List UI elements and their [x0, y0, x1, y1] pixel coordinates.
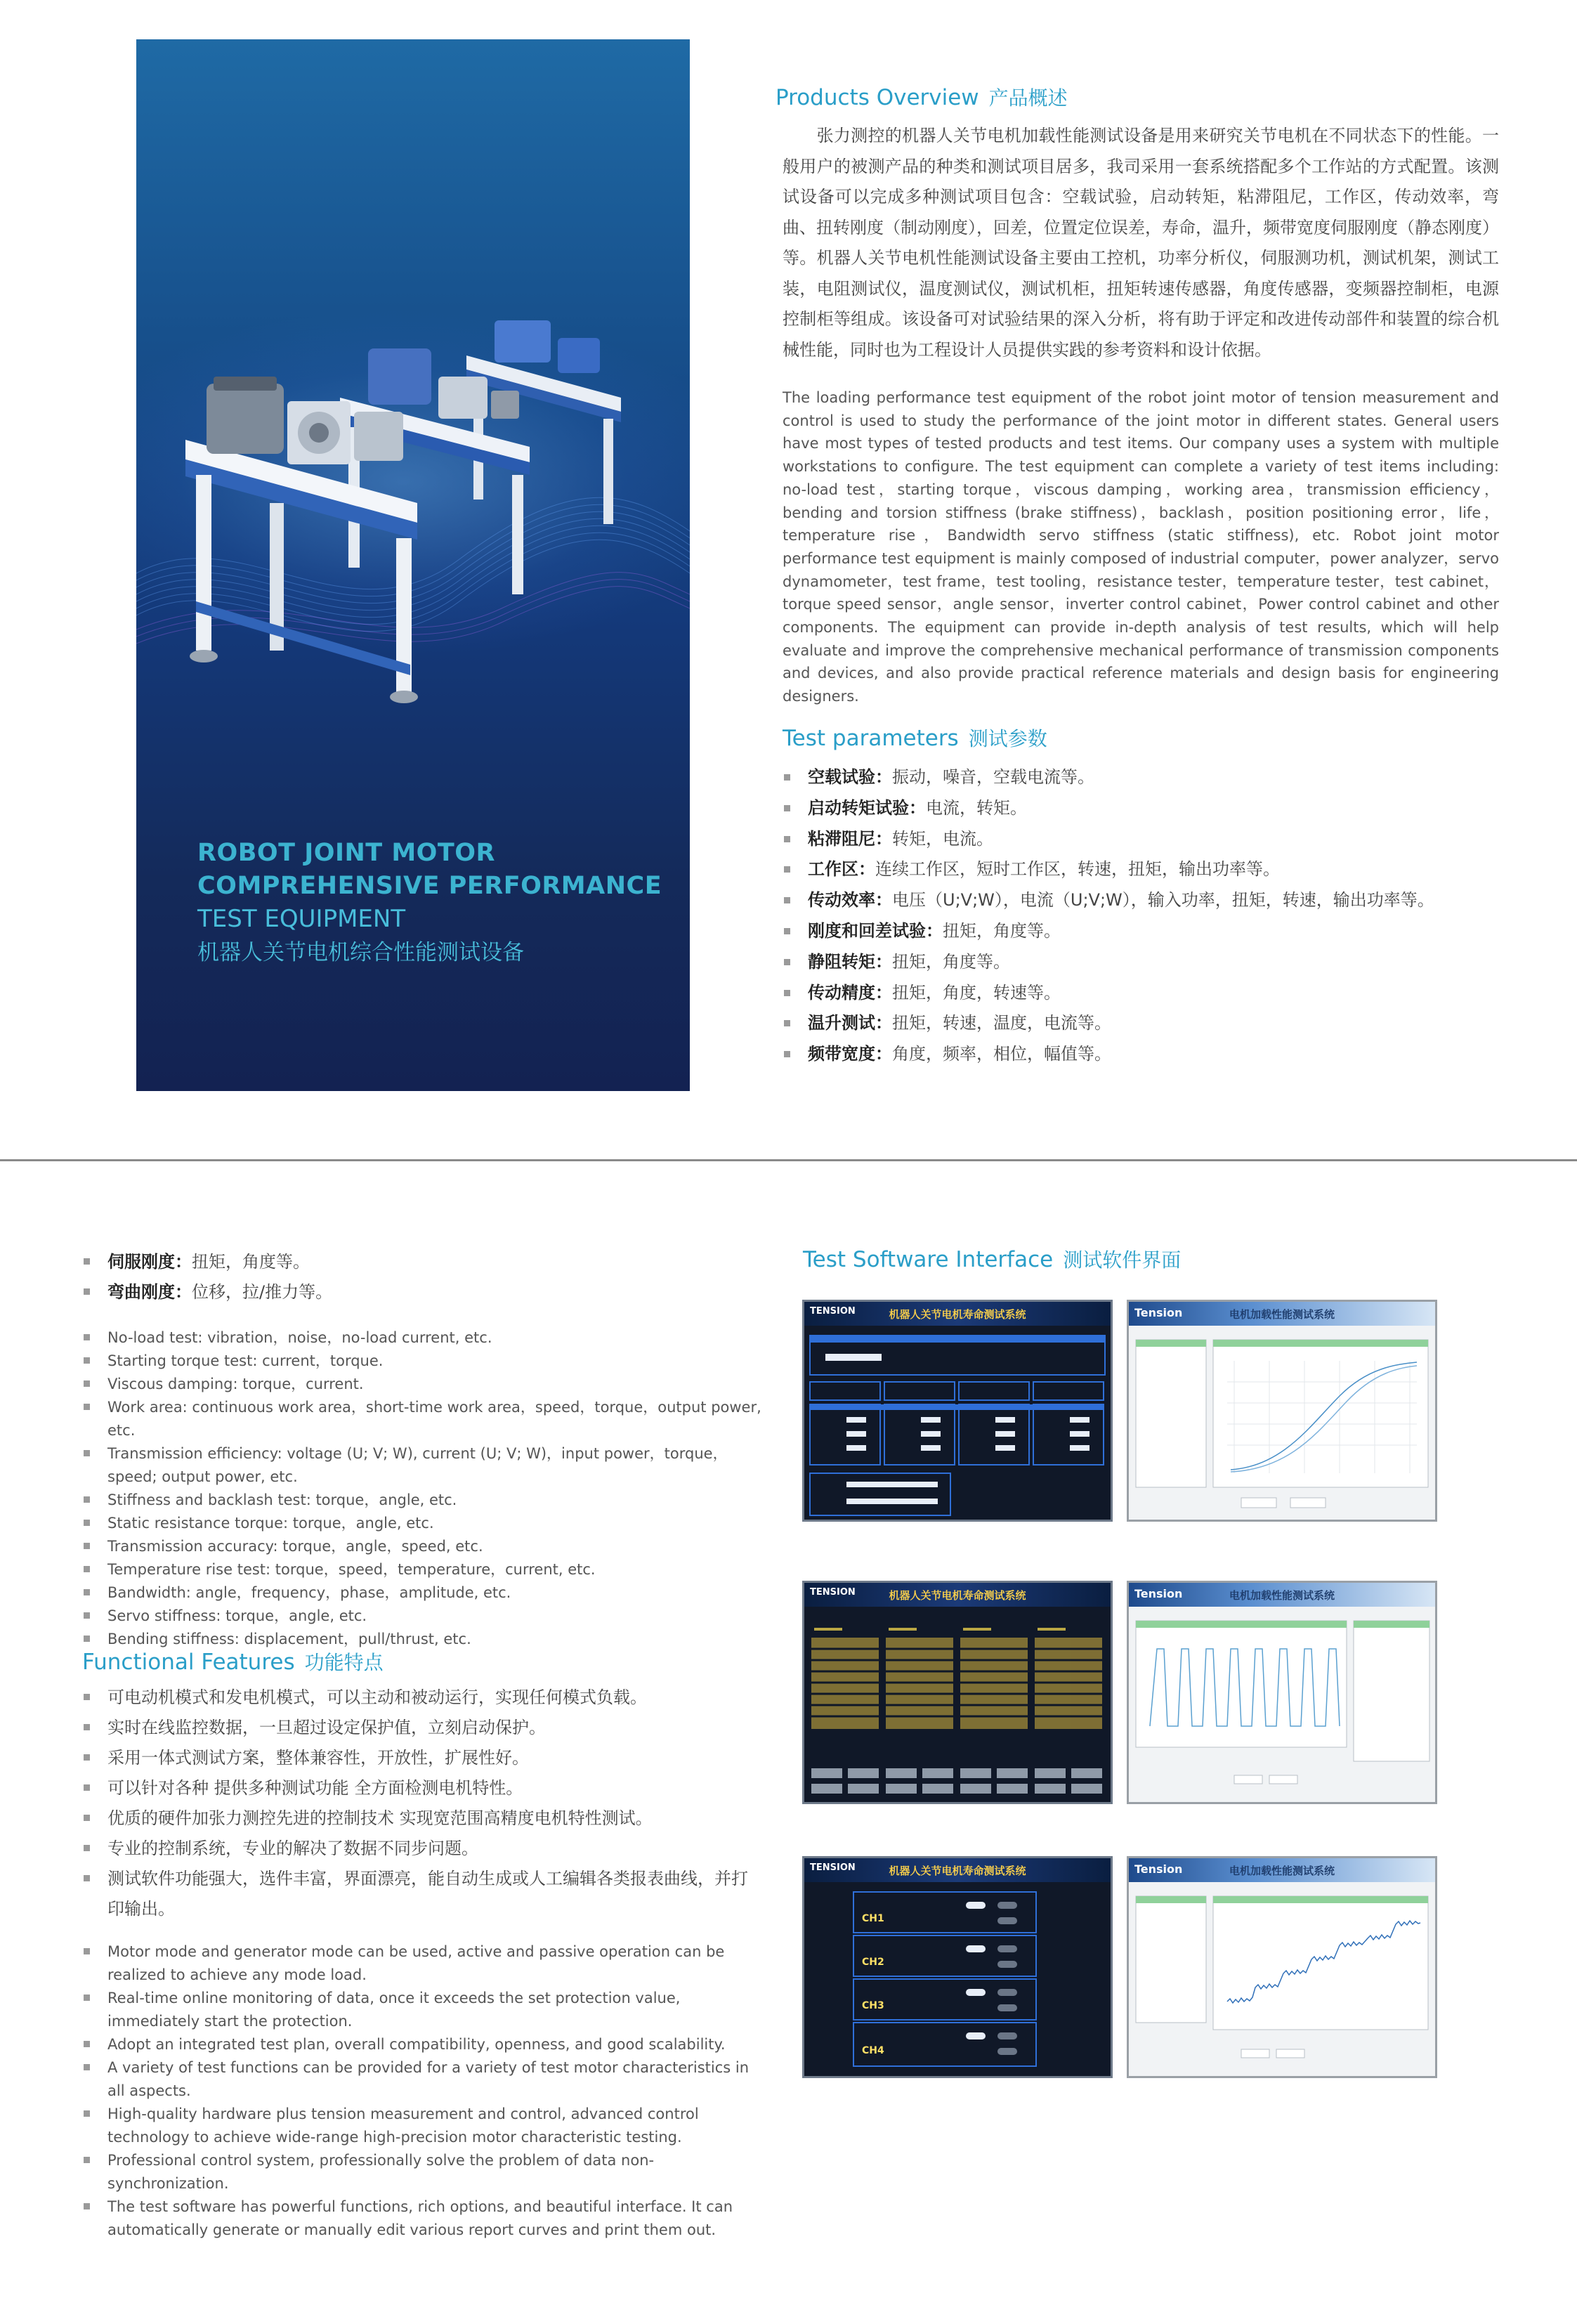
list-item: No-load test: vibration，noise，no-load current, etc. — [82, 1326, 764, 1350]
list-item: 采用一体式测试方案，整体兼容性，开放性，扩展性好。 — [82, 1743, 764, 1773]
test-params-heading-en: Test parameters — [783, 726, 959, 751]
overview-paragraph-cn: 张力测控的机器人关节电机加载性能测试设备是用来研究关节电机在不同状态下的性能。一般用户的被测产品的种类和测试项目居多，我司采用一套系统搭配多个工作站的方式配置。该测试设备可以完成多种测试项目包含：空载试验，启动转矩，粘滞阻尼，工作区，传动效率，弯曲、扭转刚度（制动刚度），回差，位置定位误差，寿命，温升，频带宽度伺服刚度（静态刚度）等。机器人关节电机性能测试设备主要由工控机，功率分析仪，伺服测功机，测试机架，测试工装，电阻测试仪，温度测试仪，测试机柜，扭矩转速传感器，角度传感器，变频器控制柜，电源控制柜等组成。该设备可对试验结果的深入分析，将有助于评定和改进传动部件和装置的综合机械性能，同时也为工程设计人员提供实践的参考资料和设计依据。 — [783, 126, 1499, 360]
list-item: 工作区：连续工作区，短时工作区，转速，扭矩，输出功率等。 — [783, 854, 1527, 885]
hero-title-line1: ROBOT JOINT MOTOR — [197, 839, 496, 867]
s-curve-chart-graphic — [1129, 1326, 1435, 1520]
hero-title-line3: TEST EQUIPMENT — [197, 905, 406, 933]
data-table-graphic — [804, 1607, 1111, 1802]
software-screenshot-dark-3 — [802, 1856, 1113, 2078]
square-wave-chart-graphic — [1129, 1607, 1435, 1802]
list-item: 专业的控制系统，专业的解决了数据不同步问题。 — [82, 1834, 764, 1864]
hero-title-cn: 机器人关节电机综合性能测试设备 — [197, 940, 524, 965]
software-screenshot-light-1 — [1127, 1300, 1437, 1522]
list-item: 频带宽度：角度，频率，相位，幅值等。 — [783, 1039, 1527, 1070]
list-item: 温升测试：扭矩，转速，温度，电流等。 — [783, 1008, 1527, 1039]
software-window-title: 电机加载性能测试系统 — [1229, 1308, 1335, 1321]
tension-logo-icon: Tension — [1134, 1306, 1183, 1319]
overview-paragraph-en: The loading performance test equipment of the robot joint motor of tension measurement and control is used to study the performance of the joint motor in different states. General users have most types of tested products and test items. Our company uses a system with multiple workstations to configure. The test equipment can complete a variety of test items including: no-load test，starting torque，viscous damping，working area，transmission efficiency，bending and torsion stiffness (brake stiffness)，backlash，position positioning error，life，temperature rise，Bandwidth servo stiffness (static stiffness), etc. Robot joint motor performance test equipment is mainly composed of industrial computer，power analyzer，servo dynamometer，test frame，test tooling，resistance tester，temperature tester，test cabinet，torque speed sensor，angle sensor，inverter control cabinet，Power control cabinet and other components. The equipment can provide in-depth analysis of test results, which will help evaluate and improve the comprehensive mechanical performance of transmission components and devices, and also provide practical reference materials and design basis for engineering designers. — [783, 389, 1499, 705]
software-window-title: 机器人关节电机寿命测试系统 — [889, 1865, 1026, 1877]
overview-heading-cn: 产品概述 — [988, 86, 1068, 110]
list-item: 实时在线监控数据，一旦超过设定保护值，立刻启动保护。 — [82, 1713, 764, 1743]
tension-logo-icon: TENSION — [810, 1306, 856, 1317]
list-item: 启动转矩试验：电流，转矩。 — [783, 793, 1527, 824]
hero-title-line2: COMPREHENSIVE PERFORMANCE — [197, 872, 662, 900]
list-item: 弯曲刚度：位移，拉/推力等。 — [82, 1277, 785, 1307]
tension-logo-icon: TENSION — [810, 1587, 856, 1598]
list-item: Temperature rise test: torque，speed，temperature，current, etc. — [82, 1558, 764, 1581]
list-item: Transmission accuracy: torque，angle，speed, etc. — [82, 1535, 764, 1558]
features-list-cn — [82, 1683, 764, 1924]
test-params-list-en — [82, 1326, 764, 1651]
brochure-page-1 — [0, 0, 1577, 1159]
overview-heading — [776, 83, 1068, 111]
list-item: 传动精度：扭矩，角度，转速等。 — [783, 978, 1527, 1009]
list-item: Servo stiffness: torque，angle, etc. — [82, 1605, 764, 1628]
software-screenshot-light-3 — [1127, 1856, 1437, 2078]
tension-logo-icon: Tension — [1134, 1862, 1183, 1876]
list-item: 传动效率：电压（U;V;W），电流（U;V;W），输入功率，扭矩，转速，输出功率等。 — [783, 885, 1527, 916]
overview-heading-en: Products Overview — [776, 85, 979, 110]
list-item: Viscous damping: torque，current. — [82, 1373, 764, 1396]
software-window-title: 机器人关节电机寿命测试系统 — [889, 1589, 1026, 1602]
list-item: 可以针对各种 提供多种测试功能 全方面检测电机特性。 — [82, 1773, 764, 1803]
features-heading-cn: 功能特点 — [304, 1651, 384, 1674]
list-item: 优质的硬件加张力测控先进的控制技术 实现宽范围高精度电机特性测试。 — [82, 1803, 764, 1834]
tension-logo-icon: Tension — [1134, 1587, 1183, 1600]
channel-label: CH4 — [862, 2045, 884, 2056]
list-item: 刚度和回差试验：扭矩，角度等。 — [783, 916, 1527, 947]
list-item: High-quality hardware plus tension measurement and control, advanced control technology to achieve wide-range high-precision motor characteristic testing. — [82, 2103, 764, 2149]
list-item: A variety of test functions can be provided for a variety of test motor characteristics in all aspects. — [82, 2056, 764, 2103]
list-item: Bending stiffness: displacement，pull/thrust, etc. — [82, 1628, 764, 1651]
list-item: Static resistance torque: torque，angle, etc. — [82, 1512, 764, 1535]
software-heading — [803, 1245, 1181, 1273]
features-heading-en: Functional Features — [82, 1650, 295, 1675]
list-item: The test software has powerful functions, rich options, and beautiful interface. It can automatically generate or manually edit various report curves and print them out. — [82, 2195, 764, 2242]
test-params-heading-cn: 测试参数 — [968, 727, 1047, 750]
list-item: Work area: continuous work area，short-time work area，speed，torque，output power, etc. — [82, 1396, 764, 1442]
test-bench-image — [164, 271, 670, 707]
list-item: 空载试验：振动，噪音，空载电流等。 — [783, 762, 1527, 793]
test-params-list-continued — [82, 1247, 785, 1307]
list-item: Starting torque test: current，torque. — [82, 1350, 764, 1373]
list-item: Stiffness and backlash test: torque，angle, etc. — [82, 1489, 764, 1512]
channel-label: CH3 — [862, 2000, 884, 2011]
list-item: Professional control system, professionally solve the problem of data non-synchronization. — [82, 2149, 764, 2195]
list-item: Transmission efficiency: voltage (U; V; W), current (U; V; W)，input power，torque，speed; output power, etc. — [82, 1442, 764, 1489]
list-item: Motor mode and generator mode can be used, active and passive operation can be realized to achieve any mode load. — [82, 1940, 764, 1987]
list-item: 可电动机模式和发电机模式，可以主动和被动运行，实现任何模式负载。 — [82, 1683, 764, 1713]
list-item: Real-time online monitoring of data, once it exceeds the set protection value, immediately start the protection. — [82, 1987, 764, 2033]
test-params-list — [783, 762, 1527, 1070]
list-item: 粘滞阻尼：转矩，电流。 — [783, 824, 1527, 855]
list-item: 伺服刚度：扭矩，角度等。 — [82, 1247, 785, 1277]
features-heading — [82, 1647, 384, 1676]
list-item: 静阻转矩：扭矩，角度等。 — [783, 947, 1527, 978]
test-params-heading — [783, 724, 1047, 752]
list-item: Bandwidth: angle，frequency，phase，amplitude, etc. — [82, 1581, 764, 1605]
hero-title-block — [197, 837, 675, 970]
hero-panel — [136, 39, 690, 1091]
software-screenshot-dark-2 — [802, 1581, 1113, 1804]
features-list-en — [82, 1940, 764, 2242]
channel-label: CH1 — [862, 1913, 884, 1924]
list-item: 测试软件功能强大，选件丰富，界面漂亮，能自动生成或人工编辑各类报表曲线，并打印输出。 — [82, 1864, 764, 1924]
software-heading-cn: 测试软件界面 — [1063, 1248, 1182, 1272]
parameter-panel-graphic — [804, 1326, 1111, 1520]
software-heading-en: Test Software Interface — [803, 1247, 1054, 1272]
software-window-title: 电机加载性能测试系统 — [1229, 1865, 1335, 1877]
software-screenshot-dark-1 — [802, 1300, 1113, 1522]
channel-panel-graphic — [804, 1882, 1111, 2076]
staircase-chart-graphic — [1129, 1882, 1435, 2076]
software-screenshot-light-2 — [1127, 1581, 1437, 1804]
list-item: Adopt an integrated test plan, overall compatibility, openness, and good scalability. — [82, 2033, 764, 2056]
channel-label: CH2 — [862, 1957, 884, 1968]
tension-logo-icon: TENSION — [810, 1862, 856, 1873]
software-window-title: 电机加载性能测试系统 — [1229, 1589, 1335, 1602]
software-window-title: 机器人关节电机寿命测试系统 — [889, 1308, 1026, 1321]
